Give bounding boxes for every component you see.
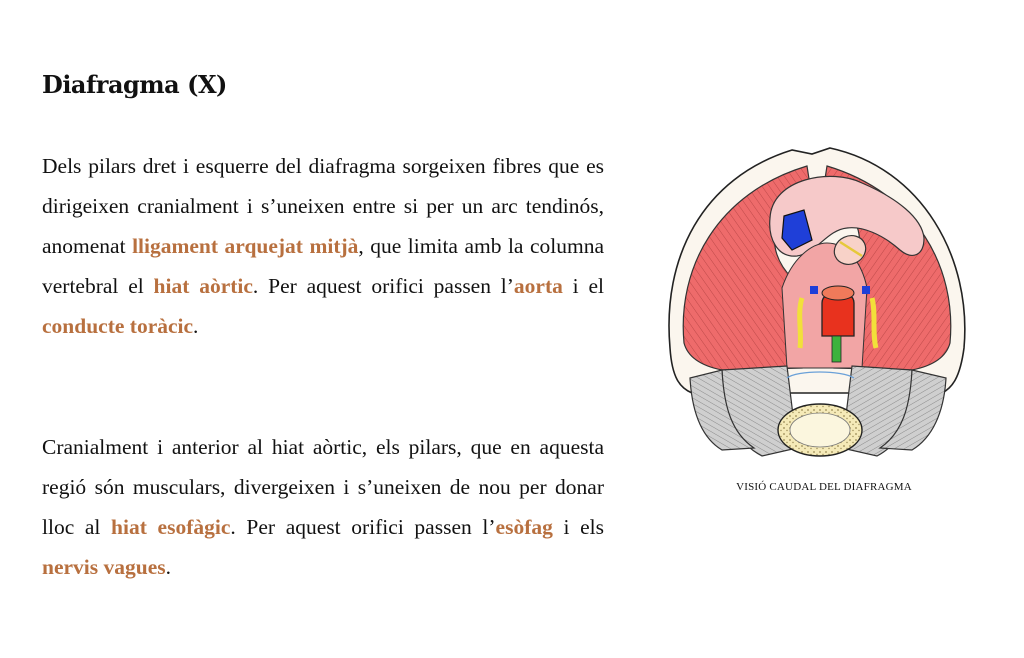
text-run: Dels pilars dret i esquerre del diafragma sorgeixen fibres que es dirigeixen cranialment i s’uneixen entre si per un arc tendinós, anomenat xyxy=(42,154,604,258)
term-vagus-nerves: nervis vagues xyxy=(42,555,166,579)
nerve-left xyxy=(800,298,802,348)
thoracic-duct xyxy=(832,336,841,362)
diaphragm-illustration xyxy=(662,138,972,458)
text-run: i el xyxy=(562,274,604,298)
term-thoracic-duct: conducte toràcic xyxy=(42,314,194,338)
text-run: . Per aquest orifici passen l’ xyxy=(230,515,496,539)
text-run: , que limita amb la columna vertebral el xyxy=(42,234,604,298)
figure-caption: VISIÓ CAUDAL DEL DIAFRAGMA xyxy=(736,481,912,493)
term-esophageal-hiatus: hiat esofàgic xyxy=(111,515,231,539)
text-run: . Per aquest orifici passen l’ xyxy=(252,274,514,298)
term-medial-arcuate-ligament: lligament arquejat mitjà xyxy=(132,234,359,258)
term-aortic-hiatus: hiat aòrtic xyxy=(153,274,253,298)
text-run: i els xyxy=(552,515,604,539)
term-esophagus: esòfag xyxy=(495,515,553,539)
paragraph-aortic-hiatus xyxy=(42,146,604,346)
term-aorta: aorta xyxy=(513,274,563,298)
nerve-right xyxy=(872,298,876,348)
paragraph-esophageal-hiatus xyxy=(42,427,604,587)
page-title: Diafragma (X) xyxy=(42,70,227,99)
text-run: Cranialment i anterior al hiat aòrtic, els pilars, que en aquesta regió són musculars, divergeixen i s’uneixen de nou per donar lloc al xyxy=(42,435,604,539)
text-run: . xyxy=(193,314,199,338)
text-run: . xyxy=(165,555,171,579)
